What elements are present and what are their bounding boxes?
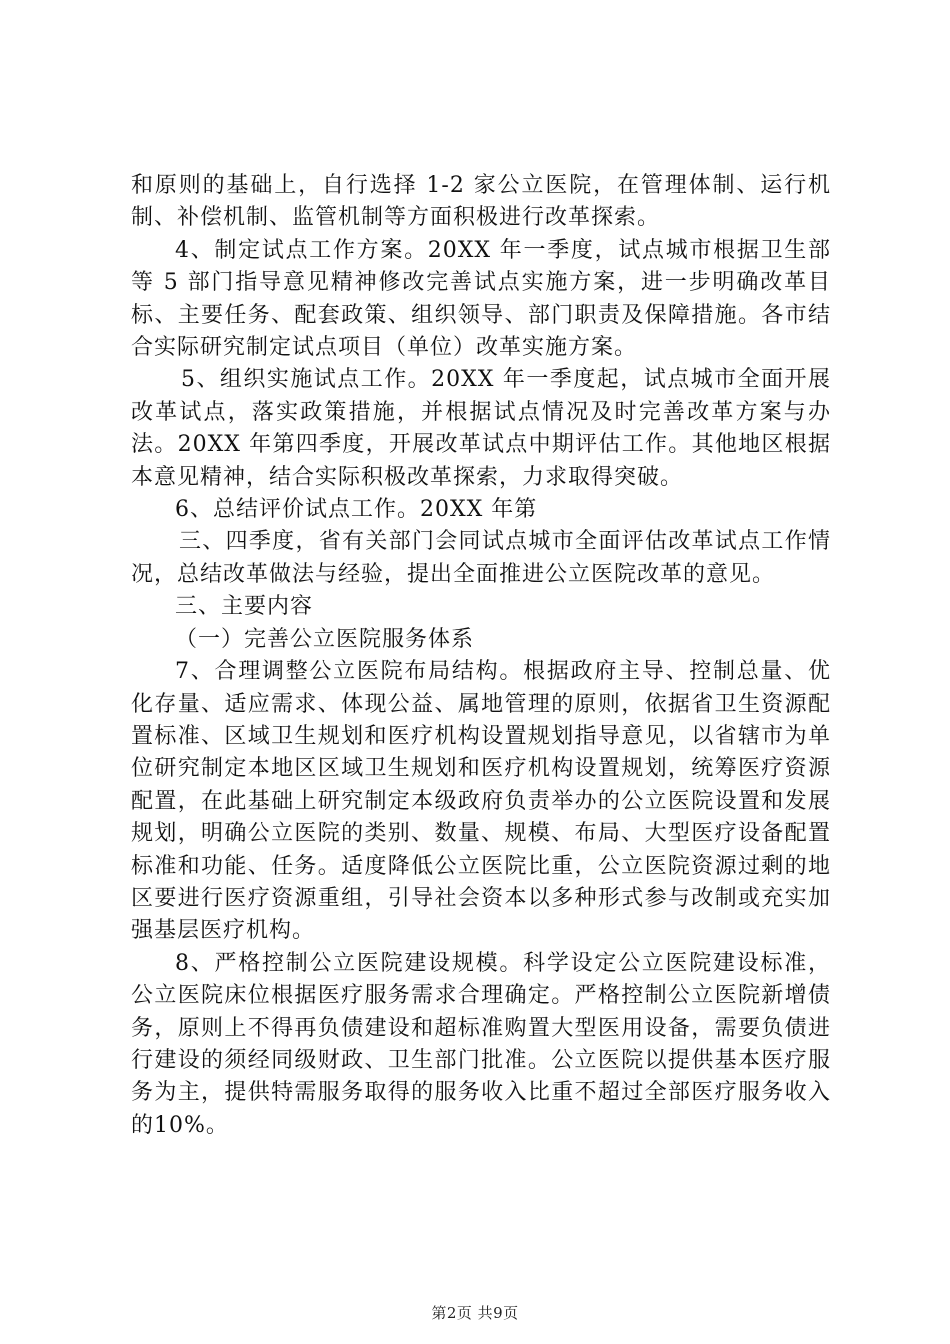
page-number-footer: 第2页 共9页 [431,1304,519,1322]
paragraph-item-6-continued: 三、四季度，省有关部门会同试点城市全面评估改革试点工作情况，总结改革做法与经验，提出全面推进公立医院改革的意见。 [131,529,831,587]
paragraph-continuation: 和原则的基础上，自行选择 1-2 家公立医院，在管理体制、运行机制、补偿机制、监管机制等方面积极进行改革探索。 [131,173,831,231]
section-heading-main-content: 三、主要内容 [175,594,314,620]
document-body [131,170,831,1142]
paragraph-item-8: 8、严格控制公立医院建设规模。科学设定公立医院建设标准，公立医院床位根据医疗服务需求合理确定。严格控制公立医院新增债务，原则上不得再负债建设和超标准购置大型医用设备，需要负债进行建设的须经同级财政、卫生部门批准。公立医院以提供基本医疗服务为主，提供特需服务取得的服务收入比重不超过全部医疗服务收入的10%。 [131,950,831,1138]
subsection-heading-service-system: （一）完善公立医院服务体系 [175,626,475,652]
paragraph-item-4: 4、制定试点工作方案。20XX 年一季度，试点城市根据卫生部等 5 部门指导意见精神修改完善试点实施方案，进一步明确改革目标、主要任务、配套政策、组织领导、部门职责及保障措施。各市结合实际研究制定试点项目（单位）改革实施方案。 [131,237,831,361]
paragraph-item-6: 6、总结评价试点工作。20XX 年第 [175,497,538,523]
paragraph-item-7: 7、合理调整公立医院布局结构。根据政府主导、控制总量、优化存量、适应需求、体现公益、属地管理的原则，依据省卫生资源配置标准、区域卫生规划和医疗机构设置规划指导意见，以省辖市为单位研究制定本地区区域卫生规划和医疗机构设置规划，统筹医疗资源配置，在此基础上研究制定本级政府负责举办的公立医院设置和发展规划，明确公立医院的类别、数量、规模、布局、大型医疗设备配置标准和功能、任务。适度降低公立医院比重，公立医院资源过剩的地区要进行医疗资源重组，引导社会资本以多种形式参与改制或充实加强基层医疗机构。 [131,659,831,944]
paragraph-item-5: 5、组织实施试点工作。20XX 年一季度起，试点城市全面开展改革试点，落实政策措施，并根据试点情况及时完善改革方案与办法。20XX 年第四季度，开展改革试点中期评估工作。其他地区根据本意见精神，结合实际积极改革探索，力求取得突破。 [131,367,831,490]
